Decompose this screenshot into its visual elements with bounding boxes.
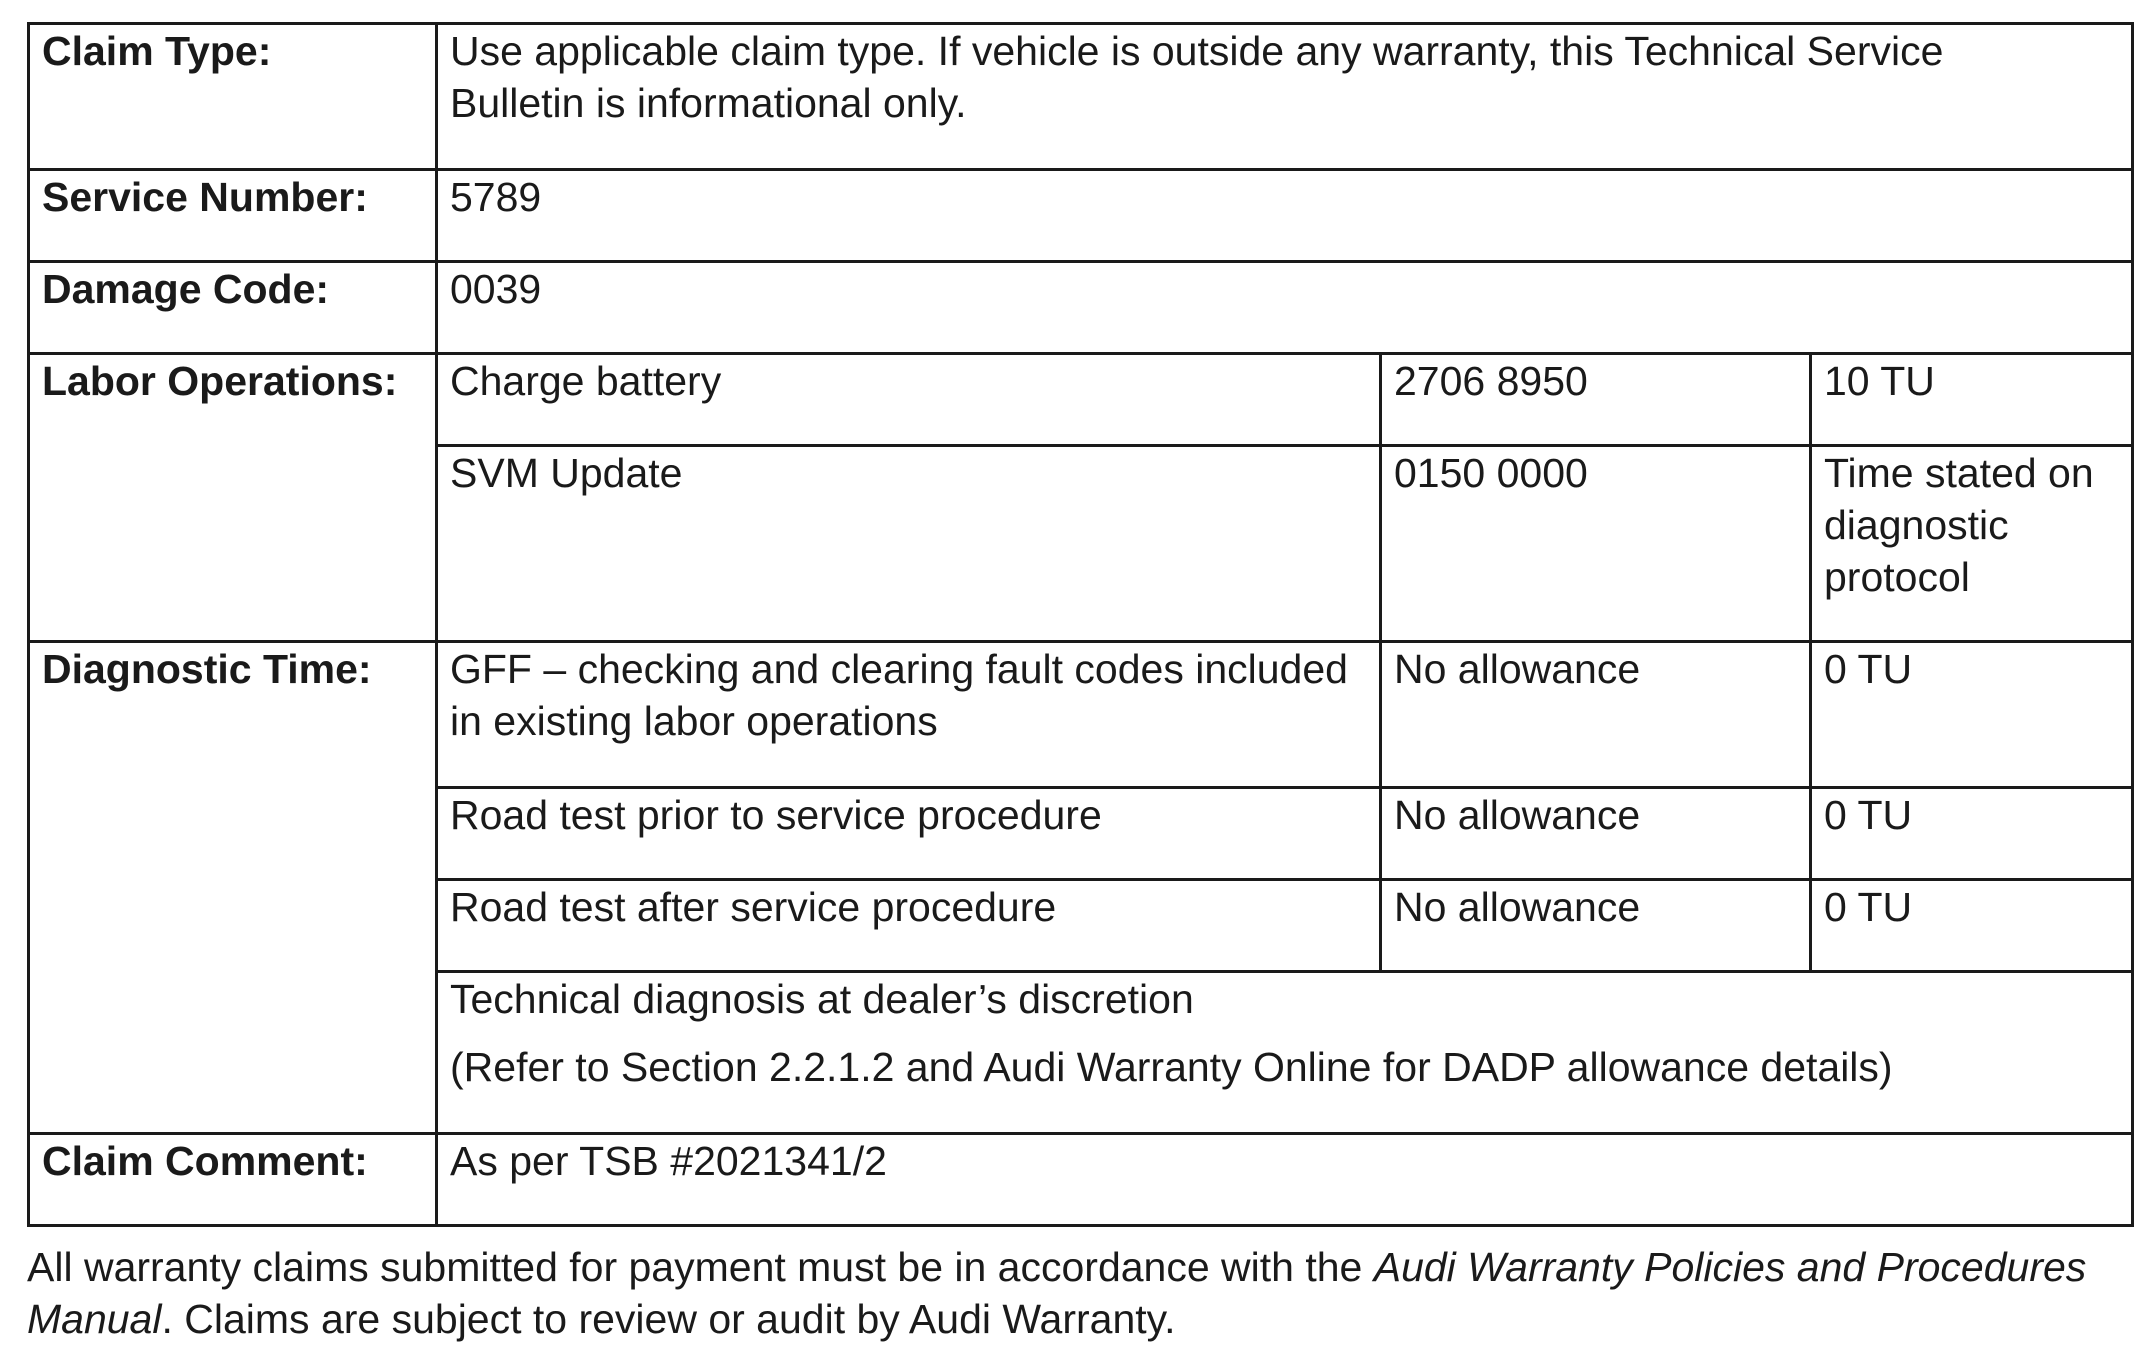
labor-operation-time	[1811, 446, 2133, 642]
labor-operation-code: 2706 8950	[1381, 354, 1811, 446]
labor-operation-description: SVM Update	[437, 446, 1381, 642]
footer-text-before: All warranty claims submitted for payment must be in accordance with the	[27, 1244, 1374, 1290]
labor-operation-time-line3: protocol	[1824, 554, 1970, 600]
labor-operation-description: Charge battery	[437, 354, 1381, 446]
diagnostic-note	[437, 972, 2133, 1134]
service-number-label: Service Number:	[29, 170, 437, 262]
labor-operation-time-line2: diagnostic	[1824, 502, 2009, 548]
diagnostic-time-description: Road test prior to service procedure	[437, 788, 1381, 880]
service-number-row	[29, 170, 2133, 262]
warranty-footer-note	[27, 1241, 2131, 1345]
diagnostic-time-label: Diagnostic Time:	[29, 642, 437, 1134]
claim-type-text-line1: Use applicable claim type. If vehicle is outside any warranty, this Technical Service	[450, 28, 1944, 74]
diagnostic-time-description	[437, 642, 1381, 788]
diagnostic-time-time: 0 TU	[1811, 880, 2133, 972]
claim-type-text-line2: Bulletin is informational only.	[450, 80, 967, 126]
labor-operation-time-line1: Time stated on	[1824, 450, 2094, 496]
claim-comment-value: As per TSB #2021341/2	[437, 1134, 2133, 1226]
footer-text-after: . Claims are subject to review or audit by Audi Warranty.	[161, 1296, 1176, 1342]
footer-manual-title-line2: Manual	[27, 1296, 162, 1342]
diagnostic-time-time: 0 TU	[1811, 788, 2133, 880]
claim-comment-row	[29, 1134, 2133, 1226]
service-number-value: 5789	[437, 170, 2133, 262]
diagnostic-time-description-line2: in existing labor operations	[450, 698, 938, 744]
damage-code-label: Damage Code:	[29, 262, 437, 354]
footer-manual-title-line1: Audi Warranty Policies and Procedures	[1373, 1244, 2087, 1290]
claim-comment-label: Claim Comment:	[29, 1134, 437, 1226]
diagnostic-time-code: No allowance	[1381, 642, 1811, 788]
claim-type-row	[29, 24, 2133, 170]
claim-table	[27, 22, 2134, 1227]
diagnostic-time-code: No allowance	[1381, 788, 1811, 880]
damage-code-row	[29, 262, 2133, 354]
labor-operation-row	[29, 354, 2133, 446]
diagnostic-note-line1: Technical diagnosis at dealer’s discretion	[450, 976, 1194, 1022]
labor-operation-time: 10 TU	[1811, 354, 2133, 446]
diagnostic-time-code: No allowance	[1381, 880, 1811, 972]
labor-operation-code: 0150 0000	[1381, 446, 1811, 642]
diagnostic-time-description: Road test after service procedure	[437, 880, 1381, 972]
diagnostic-time-row	[29, 642, 2133, 788]
labor-operations-label: Labor Operations:	[29, 354, 437, 642]
claim-type-label: Claim Type:	[29, 24, 437, 170]
claim-type-value	[437, 24, 2133, 170]
diagnostic-time-description-line1: GFF – checking and clearing fault codes included	[450, 646, 1348, 692]
damage-code-value: 0039	[437, 262, 2133, 354]
diagnostic-time-time: 0 TU	[1811, 642, 2133, 788]
warranty-claim-page	[27, 22, 2131, 1345]
diagnostic-note-line2: (Refer to Section 2.2.1.2 and Audi Warranty Online for DADP allowance details)	[450, 1044, 1893, 1090]
